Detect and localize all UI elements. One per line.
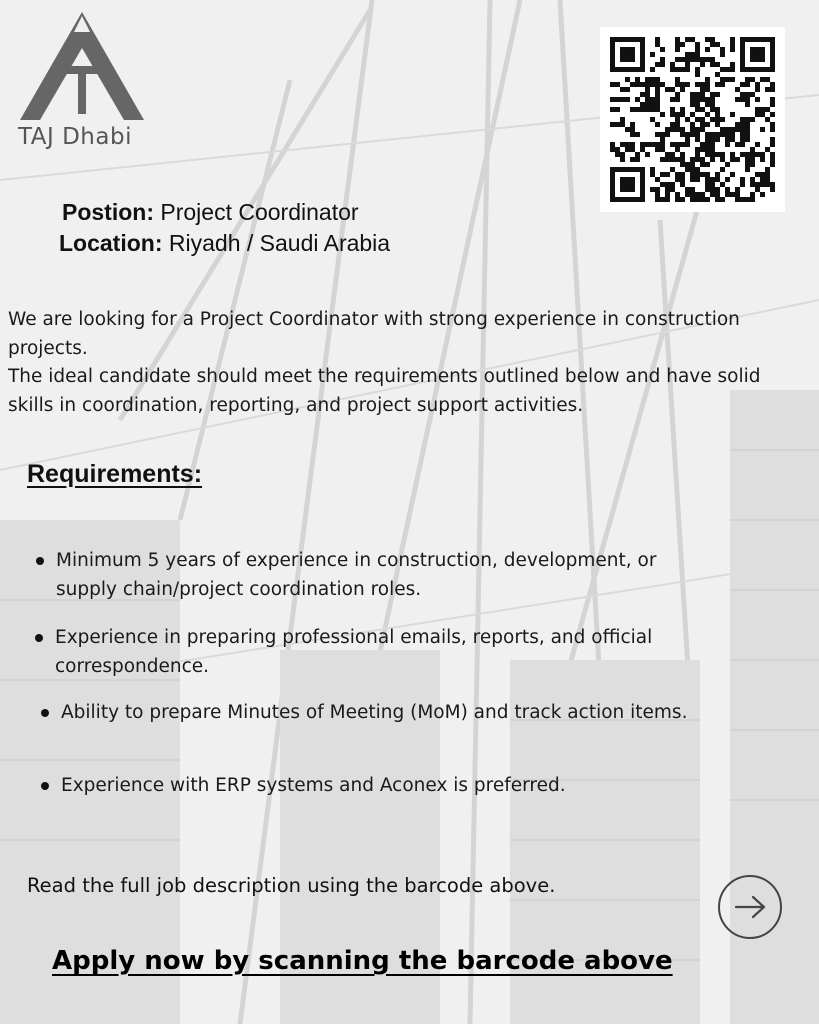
requirement-text: Experience with ERP systems and Aconex is preferred. <box>61 775 566 796</box>
apply-cta[interactable]: Apply now by scanning the barcode above <box>52 946 673 976</box>
location-label: Location: <box>59 230 163 256</box>
position-line <box>62 199 359 226</box>
qr-code[interactable] <box>600 27 785 212</box>
logo-mark-icon <box>12 10 157 125</box>
position-label: Postion: <box>62 199 154 225</box>
bullet-dot-icon <box>41 709 49 717</box>
bullet-dot-icon <box>35 634 43 642</box>
location-line <box>59 230 390 257</box>
intro-line-2: The ideal candidate should meet the requirements outlined below and have solid skills in coordination, reporting, and project support activities. <box>8 366 761 416</box>
job-intro <box>8 306 808 420</box>
requirement-text: Minimum 5 years of experience in construction, development, or supply chain/project coordination roles. <box>56 550 657 600</box>
requirement-item <box>56 546 716 604</box>
brand-name: TAJ Dhabi <box>18 124 132 150</box>
qr-code-icon <box>610 37 775 202</box>
requirement-text: Experience in preparing professional emails, reports, and official correspondence. <box>55 627 653 677</box>
requirement-text: Ability to prepare Minutes of Meeting (MoM) and track action items. <box>61 702 688 723</box>
intro-line-1: We are looking for a Project Coordinator with strong experience in construction projects. <box>8 309 740 359</box>
bullet-dot-icon <box>41 782 49 790</box>
job-description-note: Read the full job description using the barcode above. <box>27 874 556 897</box>
next-button[interactable] <box>717 874 783 940</box>
location-value: Riyadh / Saudi Arabia <box>168 230 391 256</box>
position-value: Project Coordinator <box>160 199 359 225</box>
requirement-item <box>55 623 695 681</box>
arrow-right-icon <box>717 874 783 940</box>
requirement-item <box>61 771 761 800</box>
requirements-title: Requirements: <box>27 460 203 488</box>
requirement-item <box>61 698 761 727</box>
bullet-dot-icon <box>36 557 44 565</box>
